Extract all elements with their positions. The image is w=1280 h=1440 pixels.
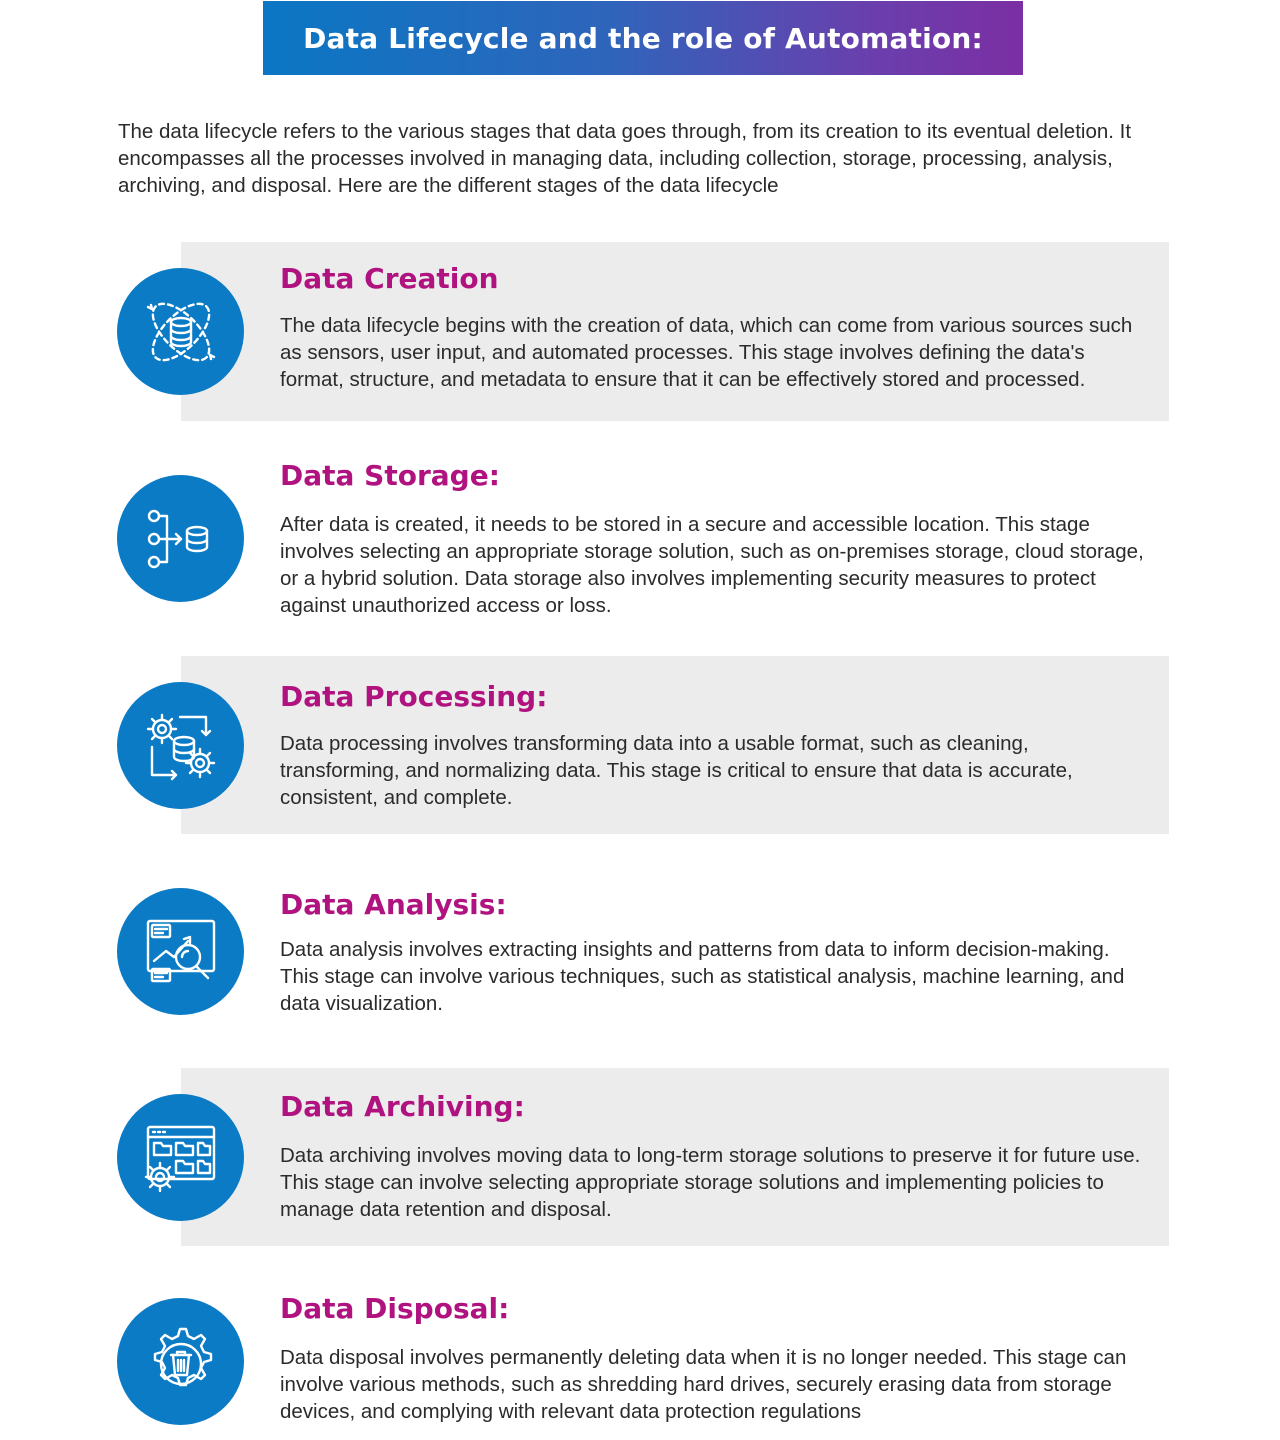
stage-title: Data Storage: [280, 459, 500, 492]
stage-description: Data processing involves transforming data into a usable format, such as cleaning, transforming, and normalizing data. This stage is critical to ensure that data is accurate, consistent, and complete. [280, 732, 1073, 809]
stage-data-analysis [0, 866, 1280, 1046]
stage-badge [117, 475, 244, 602]
stage-data-creation [0, 242, 1280, 421]
stage-title: Data Analysis: [280, 888, 507, 921]
gears-database-icon [138, 703, 224, 789]
stage-badge [117, 1298, 244, 1425]
title-banner [263, 1, 1023, 75]
database-cycle-icon [138, 289, 224, 375]
data-flow-database-icon [138, 496, 224, 582]
intro-paragraph: The data lifecycle refers to the various stages that data goes through, from its creation to its eventual deletion. It encompasses all the processes involved in managing data, including collection, storage, processing, analysis, archiving, and disposal. Here are the different stages of the data lifecycle [118, 120, 1132, 197]
stage-description: Data disposal involves permanently deleting data when it is no longer needed. This stage can involve various methods, such as shredding hard drives, securely erasing data from storage devices, and complying with relevant data protection regulations [280, 1346, 1127, 1423]
stage-data-disposal [0, 1268, 1280, 1440]
stage-description: Data archiving involves moving data to long-term storage solutions to preserve it for future use. This stage can involve selecting appropriate storage solutions and implementing policies to manage data retention and disposal. [280, 1144, 1141, 1221]
stage-title: Data Creation [280, 262, 499, 295]
stage-description: The data lifecycle begins with the creation of data, which can come from various sources such as sensors, user input, and automated processes. This stage involves defining the data's format, structure, and metadata to ensure that it can be effectively stored and processed. [280, 314, 1133, 391]
stage-data-storage [0, 441, 1280, 636]
analytics-magnifier-icon [138, 909, 224, 995]
stage-badge [117, 682, 244, 809]
archive-folders-gear-icon [138, 1115, 224, 1201]
stage-badge [117, 1094, 244, 1221]
stage-description: After data is created, it needs to be stored in a secure and accessible location. This stage involves selecting an appropriate storage solution, such as on-premises storage, cloud storage, or a hybrid solution. Data storage also involves implementing security measures to protect against unauthorized access or loss. [280, 513, 1144, 617]
stage-badge [117, 888, 244, 1015]
stage-data-processing [0, 656, 1280, 834]
stage-badge [117, 268, 244, 395]
stage-title: Data Processing: [280, 680, 548, 713]
stage-data-archiving [0, 1068, 1280, 1246]
gear-trash-icon [138, 1319, 224, 1405]
stage-title: Data Archiving: [280, 1090, 525, 1123]
stage-title: Data Disposal: [280, 1292, 510, 1325]
page-title: Data Lifecycle and the role of Automation: [303, 21, 983, 55]
stage-description: Data analysis involves extracting insights and patterns from data to inform decision-making. This stage can involve various techniques, such as statistical analysis, machine learning, and data visualization. [280, 938, 1125, 1015]
